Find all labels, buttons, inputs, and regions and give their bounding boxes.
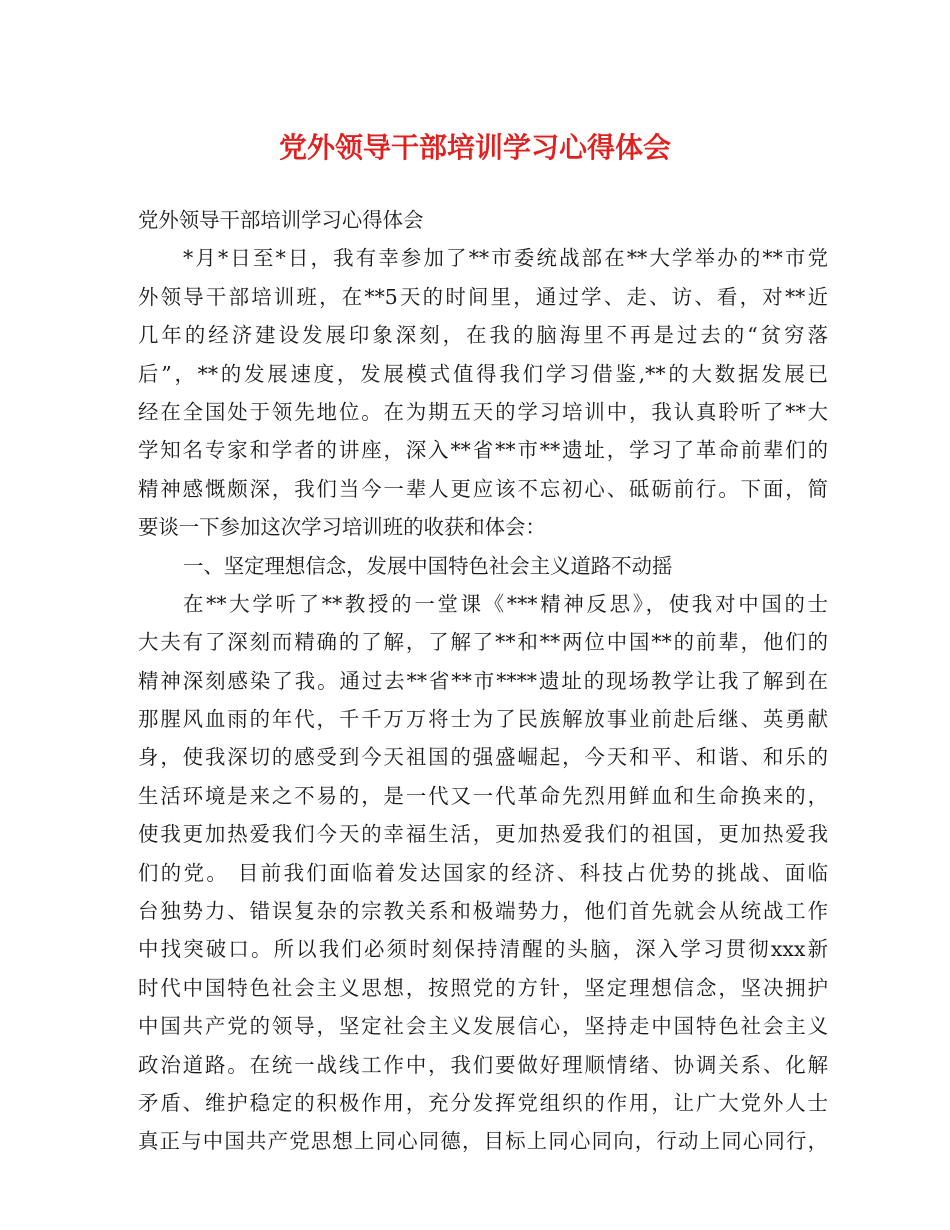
text-line: 们的党。 目前我们面临着发达国家的经济、科技占优势的挑战、面临 <box>138 860 828 885</box>
text-line: 中国共产党的领导，坚定社会主义发展信心，坚持走中国特色社会主义 <box>138 1014 828 1039</box>
text-line: 台独势力、错误复杂的宗教关系和极端势力，他们首先就会从统战工作 <box>138 899 828 924</box>
text-line: 矛盾、维护稳定的积极作用，充分发挥党组织的作用，让广大党外人士 <box>138 1090 828 1115</box>
text-line: 外领导干部培训班，在**5天的时间里，通过学、走、访、看，对**近 <box>138 284 828 309</box>
text-line: 大夫有了深刻而精确的了解，了解了**和**两位中国**的前辈，他们的 <box>138 630 828 655</box>
text-line: 时代中国特色社会主义思想，按照党的方针，坚定理想信念，坚决拥护 <box>138 975 828 1000</box>
text-line: 生活环境是来之不易的，是一代又一代革命先烈用鲜血和生命换来的， <box>138 783 828 808</box>
text-line: *月*日至*日，我有幸参加了**市委统战部在**大学举办的**市党 <box>183 246 828 271</box>
text-line: 使我更加热爱我们今天的幸福生活，更加热爱我们的祖国，更加热爱我 <box>138 822 828 847</box>
text-line: 党外领导干部培训学习心得体会 <box>138 208 424 232</box>
text-line: 真正与中国共产党思想上同心同德，目标上同心同向，行动上同心同行， <box>138 1129 828 1154</box>
text-line: 要谈一下参加这次学习培训班的收获和体会： <box>138 515 546 540</box>
text-line: 经在全国处于领先地位。在为期五天的学习培训中，我认真聆听了**大 <box>138 399 828 424</box>
text-line: 几年的经济建设发展印象深刻，在我的脑海里不再是过去的“贫穷落 <box>138 323 828 348</box>
text-line: 中找突破口。所以我们必须时刻保持清醒的头脑，深入学习贯彻xxx新 <box>138 937 828 962</box>
text-line: 后”，**的发展速度，发展模式值得我们学习借鉴,**的大数据发展已 <box>138 361 828 386</box>
text-line: 精神深刻感染了我。通过去**省**市****遗址的现场教学让我了解到在 <box>138 668 828 693</box>
text-line: 身，使我深切的感受到今天祖国的强盛崛起，今天和平、和谐、和乐的 <box>138 745 828 770</box>
text-line: 在**大学听了**教授的一堂课《***精神反思》，使我对中国的士 <box>183 591 828 616</box>
text-line: 一、坚定理想信念，发展中国特色社会主义道路不动摇 <box>183 553 673 578</box>
text-line: 那腥风血雨的年代，千千万万将士为了民族解放事业前赴后继、英勇献 <box>138 707 828 732</box>
text-line: 精神感慨颇深，我们当今一辈人更应该不忘初心、砥砺前行。下面，简 <box>138 476 828 501</box>
document-title: 党外领导干部培训学习心得体会 <box>278 131 671 164</box>
text-line: 政治道路。在统一战线工作中，我们要做好理顺情绪、协调关系、化解 <box>138 1052 828 1077</box>
text-line: 学知名专家和学者的讲座，深入**省**市**遗址，学习了革命前辈们的 <box>138 438 828 463</box>
document-body <box>138 201 828 1161</box>
